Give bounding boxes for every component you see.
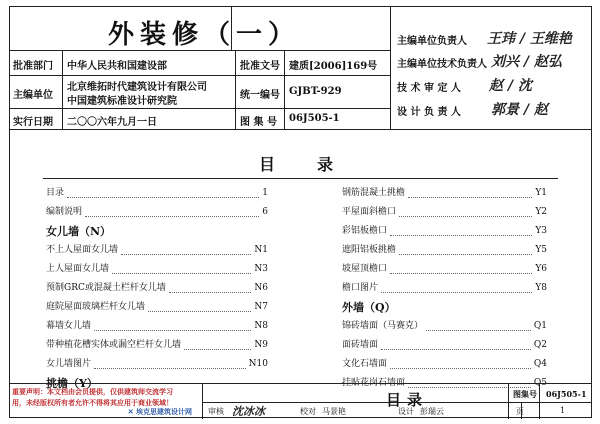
toc-entry-label: 平屋面斜檐口 bbox=[342, 207, 397, 217]
review-signature: 沈冰冰 bbox=[232, 405, 265, 418]
toc-section-heading: 挑檐（Y） bbox=[46, 377, 98, 390]
effective-row bbox=[9, 108, 390, 129]
divider bbox=[235, 50, 236, 129]
sheet-title: 目录 bbox=[386, 391, 429, 409]
atlas-no-label: 图 集 号 bbox=[240, 117, 277, 128]
editor-row bbox=[9, 75, 390, 109]
toc-section-heading: 女儿墙（N） bbox=[46, 225, 112, 238]
approve-doc: 建质[2006]169号 bbox=[289, 61, 378, 72]
toc-leader-dots bbox=[121, 238, 251, 255]
toc-section-heading: 外墙（Q） bbox=[342, 301, 396, 314]
toc-rule bbox=[43, 178, 558, 179]
toc-entry[interactable] bbox=[46, 203, 268, 222]
toc-leader-dots bbox=[390, 257, 532, 274]
toc-entry-page: N10 bbox=[248, 359, 268, 369]
check-label: 校对 bbox=[300, 407, 316, 416]
toc-leader-dots bbox=[67, 181, 259, 198]
toc-entry-page: 1 bbox=[262, 188, 268, 198]
design-label: 设计 bbox=[398, 407, 414, 416]
page-title: 外装修（一） bbox=[108, 20, 301, 50]
toc-entry-label: 遮阳铝板挑檐 bbox=[342, 245, 397, 255]
check-name: 马景艳 bbox=[322, 407, 346, 416]
toc-entry-label: 檐口图片 bbox=[342, 283, 379, 293]
role-tech-chief: 主编单位技术负责人 bbox=[397, 59, 487, 70]
toc-leader-dots bbox=[390, 219, 532, 236]
toc-entry-label: 坡屋顶檐口 bbox=[342, 264, 388, 274]
toc-leader-dots bbox=[94, 352, 246, 369]
footer-atlas-label: 图集号 bbox=[513, 389, 537, 399]
toc-leader-dots bbox=[426, 314, 531, 331]
toc-entry-page: Y8 bbox=[535, 283, 547, 293]
toc-leader-dots bbox=[94, 314, 251, 331]
approve-dept: 中华人民共和国建设部 bbox=[67, 61, 167, 72]
signature-designer: 郭景 / 赵 bbox=[491, 102, 548, 118]
toc-entry-page: Q4 bbox=[533, 359, 547, 369]
copyright-notice bbox=[9, 384, 203, 419]
toc-heading-a: 目 bbox=[259, 155, 280, 174]
toc-entry-page: N7 bbox=[254, 302, 268, 312]
toc-leader-dots bbox=[148, 295, 251, 312]
toc-heading bbox=[259, 152, 337, 175]
title-block-left bbox=[9, 6, 391, 129]
toc-leader-dots bbox=[399, 238, 532, 255]
toc-leader-dots bbox=[112, 257, 251, 274]
toc-entry-label: 庭院屋面玻璃栏杆女儿墙 bbox=[46, 302, 146, 312]
title-block bbox=[9, 6, 592, 130]
role-designer: 设 计 负 责 人 bbox=[397, 107, 461, 118]
editor-line1: 北京维拓时代建筑设计有限公司 bbox=[67, 82, 207, 93]
title-cell bbox=[9, 6, 390, 51]
toc-entry-page: N6 bbox=[254, 283, 268, 293]
notice-line1: 重要声明：本文档由会员提供，仅供建筑师交流学习 bbox=[12, 387, 173, 396]
editor-label: 主编单位 bbox=[13, 90, 53, 101]
toc-entry-page: N3 bbox=[254, 264, 268, 274]
role-chief-unit: 主编单位负责人 bbox=[397, 36, 467, 47]
approve-row bbox=[9, 50, 390, 76]
toc-entry-page: Y2 bbox=[535, 207, 547, 217]
signature-tech-chief: 刘兴 / 赵弘 bbox=[491, 54, 562, 70]
toc-entry-label: 幕墙女儿墙 bbox=[46, 321, 92, 331]
toc-entry-label: 女儿墙图片 bbox=[46, 359, 92, 369]
signature-chief-unit: 王玮 / 王维艳 bbox=[487, 31, 572, 47]
toc-entry-page: Y1 bbox=[535, 188, 547, 198]
footer-atlas-no: 06J505-1 bbox=[546, 389, 587, 399]
site-brand: ✕ 埃克思建筑设计网 bbox=[127, 407, 192, 416]
toc-entry-page: Y3 bbox=[535, 226, 547, 236]
toc-entry-page: Y5 bbox=[535, 245, 547, 255]
signature-reviewer: 赵 / 沈 bbox=[489, 78, 532, 94]
toc-entry[interactable] bbox=[46, 355, 268, 374]
toc-entry-label: 上人屋面女儿墙 bbox=[46, 264, 110, 274]
toc-entry[interactable] bbox=[342, 279, 547, 298]
toc-leader-dots bbox=[408, 181, 532, 198]
toc-entry-label: 彩铝板檐口 bbox=[342, 226, 388, 236]
toc-entry-label: 目录 bbox=[46, 188, 65, 198]
toc-entry-page: 6 bbox=[262, 207, 268, 217]
page-number: 1 bbox=[560, 406, 566, 415]
toc-entry-page: N8 bbox=[254, 321, 268, 331]
toc-entry-page: Q1 bbox=[533, 321, 547, 331]
toc-entry-label: 编制说明 bbox=[46, 207, 83, 217]
editor-line2: 中国建筑标准设计研究院 bbox=[67, 96, 177, 107]
effective-date: 二〇〇六年九月一日 bbox=[67, 117, 157, 128]
toc-entry-page: Y6 bbox=[535, 264, 547, 274]
unified-no-label: 统一编号 bbox=[240, 90, 280, 101]
toc-heading-b: 录 bbox=[317, 155, 338, 174]
toc-leader-dots bbox=[169, 276, 251, 293]
toc-leader-dots bbox=[381, 333, 531, 350]
design-name: 彭瑞云 bbox=[420, 407, 444, 416]
toc-entry-label: 带种植花槽实体或漏空栏杆女儿墙 bbox=[46, 340, 182, 350]
toc-leader-dots bbox=[85, 200, 259, 217]
page-label: 页 bbox=[516, 407, 524, 416]
toc-entry-page: Q2 bbox=[533, 340, 547, 350]
approve-doc-label: 批准文号 bbox=[240, 61, 280, 72]
toc-entry-page: N9 bbox=[254, 340, 268, 350]
role-reviewer: 技 术 审 定 人 bbox=[397, 83, 461, 94]
approve-dept-label: 批准部门 bbox=[13, 61, 53, 72]
divider bbox=[231, 6, 232, 50]
review-label: 审核 bbox=[208, 407, 224, 416]
toc-entry-label: 锦砖墙面（马赛克） bbox=[342, 321, 424, 331]
toc-entry-label: 文化石墙面 bbox=[342, 359, 388, 369]
notice-line2: 用，未经版权所有者允许不得将其应用于商业领域！ bbox=[12, 398, 173, 407]
toc-entry-label: 不上人屋面女儿墙 bbox=[46, 245, 119, 255]
unified-no: GJBT-929 bbox=[289, 86, 342, 97]
toc-entry-label: 挂贴花岗石墙面 bbox=[342, 378, 406, 388]
toc-entry-label: 预制GRC或混凝土栏杆女儿墙 bbox=[46, 283, 166, 293]
toc-entry-page: Q5 bbox=[533, 378, 547, 388]
toc-leader-dots bbox=[184, 333, 251, 350]
effective-label: 实行日期 bbox=[13, 117, 53, 128]
toc-leader-dots bbox=[399, 200, 532, 217]
toc-entry-page: N1 bbox=[254, 245, 268, 255]
toc-entry-label: 面砖墙面 bbox=[342, 340, 379, 350]
toc-leader-dots bbox=[390, 352, 531, 369]
toc-leader-dots bbox=[381, 276, 532, 293]
toc-entry-label: 钢筋混凝土挑檐 bbox=[342, 188, 406, 198]
atlas-no: 06J505-1 bbox=[289, 113, 340, 124]
divider bbox=[62, 50, 63, 129]
divider bbox=[284, 50, 285, 129]
toc-right-column bbox=[342, 184, 547, 393]
toc-left-column bbox=[46, 184, 268, 393]
